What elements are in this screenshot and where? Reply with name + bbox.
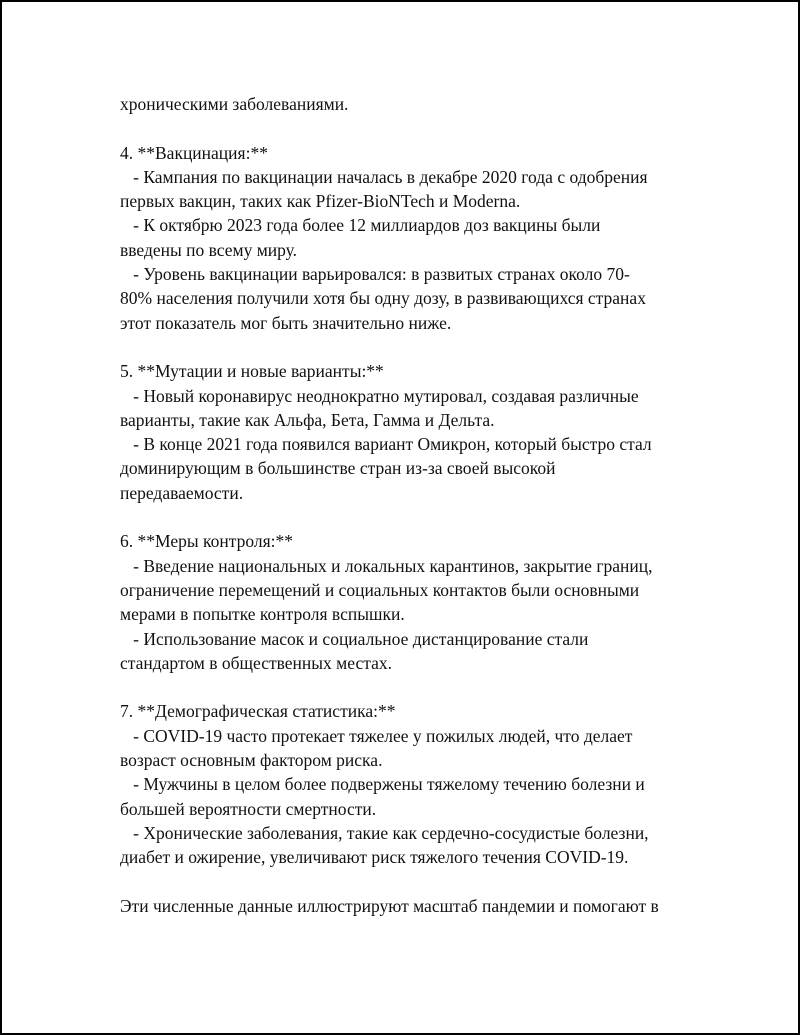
text-line: стандартом в общественных местах. xyxy=(120,652,392,673)
text-line: - Хронические заболевания, такие как сердечно-сосудистые болезни, xyxy=(120,822,649,843)
text-line: - COVID-19 часто протекает тяжелее у пожилых людей, что делает xyxy=(120,725,633,746)
text-line: введены по всему миру. xyxy=(120,239,298,260)
blank-line xyxy=(120,116,720,140)
blank-line xyxy=(120,505,720,529)
text-line: хроническими заболеваниями. xyxy=(120,94,349,114)
document-text xyxy=(120,92,720,918)
text-line: Эти численные данные иллюстрируют масштаб пандемии и помогают в xyxy=(120,895,659,916)
text-line: ограничение перемещений и социальных контактов были основными xyxy=(120,579,640,600)
blank-line xyxy=(120,870,720,894)
text-line: - В конце 2021 года появился вариант Омикрон, который быстро стал xyxy=(120,434,652,455)
text-line: диабет и ожирение, увеличивают риск тяжелого течения COVID-19. xyxy=(120,847,629,868)
blank-line xyxy=(120,675,720,699)
text-line: 6. **Меры контроля:** xyxy=(120,531,293,552)
text-line: - Мужчины в целом более подвержены тяжелому течению болезни и xyxy=(120,774,645,795)
text-line: этот показатель мог быть значительно ниже. xyxy=(120,312,452,333)
text-line: возраст основным фактором риска. xyxy=(120,750,383,771)
text-line: - К октябрю 2023 года более 12 миллиардов доз вакцины были xyxy=(120,215,601,236)
text-line: первых вакцин, таких как Pfizer-BioNTech и Moderna. xyxy=(120,191,521,212)
text-line: 7. **Демографическая статистика:** xyxy=(120,701,396,722)
text-line: - Новый коронавирус неоднократно мутировал, создавая различные xyxy=(120,385,639,406)
text-line: мерами в попытке контроля вспышки. xyxy=(120,604,405,625)
text-line: 5. **Мутации и новые варианты:** xyxy=(120,361,384,382)
text-line: - Уровень вакцинации варьировался: в развитых странах около 70- xyxy=(120,264,630,285)
text-line: передаваемости. xyxy=(120,482,244,503)
text-line: - Использование масок и социальное дистанцирование стали xyxy=(120,628,589,649)
text-line: - Кампания по вакцинации началась в декабре 2020 года с одобрения xyxy=(120,166,648,187)
blank-line xyxy=(120,335,720,359)
text-line: 80% населения получили хотя бы одну дозу, в развивающихся странах xyxy=(120,288,646,309)
text-line: большей вероятности смертности. xyxy=(120,798,377,819)
text-line: 4. **Вакцинация:** xyxy=(120,142,268,163)
text-line: - Введение национальных и локальных карантинов, закрытие границ, xyxy=(120,555,653,576)
text-line: варианты, такие как Альфа, Бета, Гамма и Дельта. xyxy=(120,409,495,430)
text-line: доминирующим в большинстве стран из-за своей высокой xyxy=(120,458,556,479)
